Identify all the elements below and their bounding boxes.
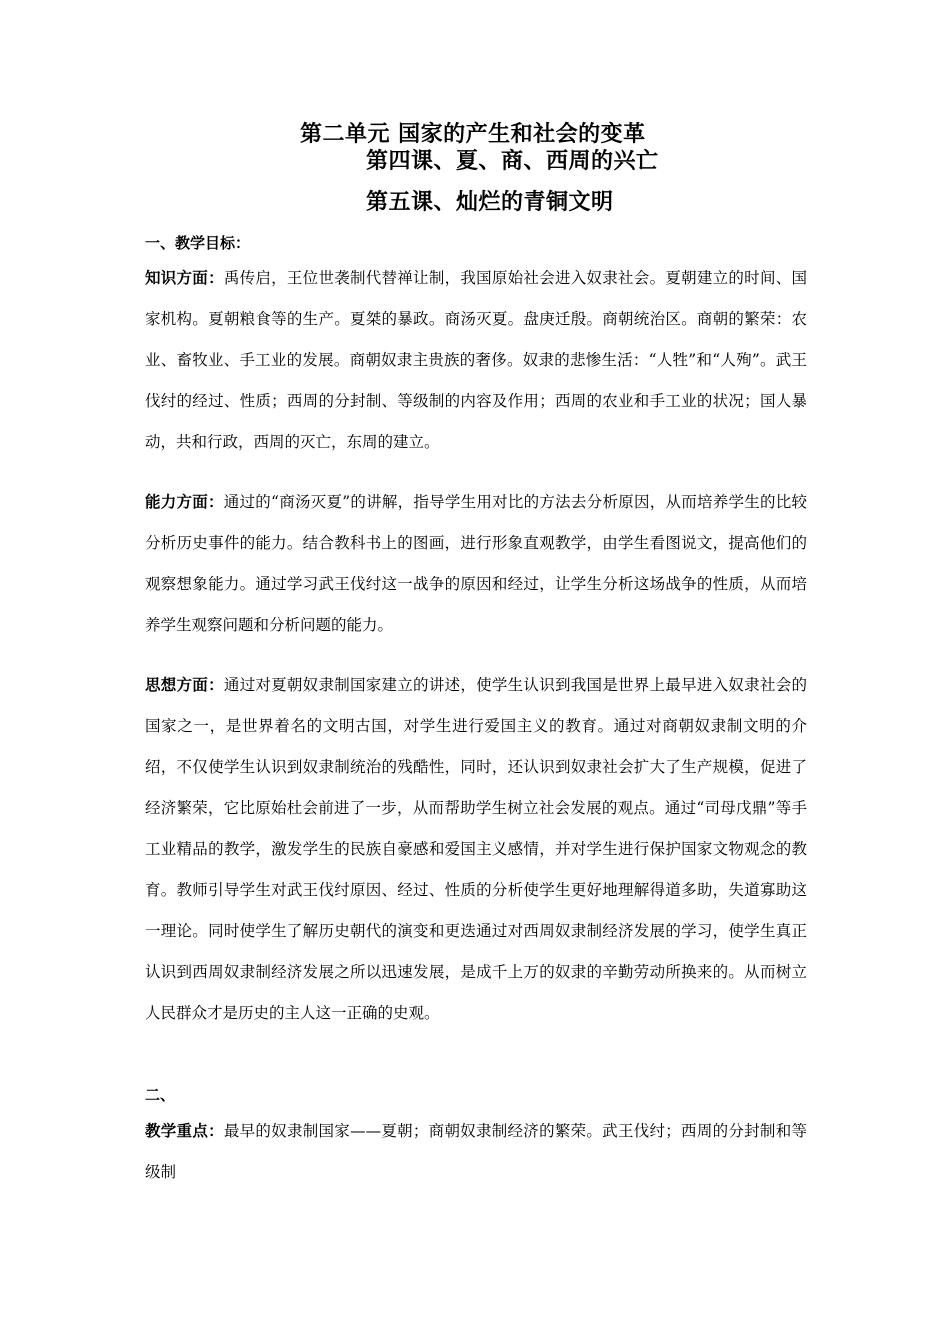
lesson-4-title: 第四课、夏、商、西周的兴亡	[366, 148, 659, 174]
thought-label: 思想方面：	[145, 675, 224, 694]
knowledge-text: 禹传启，王位世袭制代替禅让制，我国原始社会进入奴隶社会。夏朝建立的时间、国家机构。夏朝粮食等的生产。夏桀的暴政。商汤灭夏。盘庚迁殷。商朝统治区。商朝的繁荣：农业、畜牧业、手工业的发展。商朝奴隶主贵族的奢侈。奴隶的悲惨生活：“人牲”和“人殉”。武王伐纣的经过、性质；西周的分封制、等级制的内容及作用；西周的农业和手工业的状况；国人暴动，共和行政，西周的灭亡，东周的建立。	[145, 269, 807, 451]
knowledge-paragraph	[145, 257, 807, 463]
ability-paragraph	[145, 481, 807, 646]
key-points-label: 教学重点：	[145, 1121, 224, 1140]
thought-text: 通过对夏朝奴隶制国家建立的讲述，使学生认识到我国是世界上最早进入奴隶社会的国家之一，是世界着名的文明古国，对学生进行爱国主义的教育。通过对商朝奴隶制文明的介绍，不仅使学生认识到奴隶制统治的残酷性，同时，还认识到奴隶社会扩大了生产规模，促进了经济繁荣，它比原始杜会前进了一步，从而帮助学生树立社会发展的观点。通过“司母戊鼎”等手工业精品的教学，激发学生的民族自豪感和爱国主义感情，并对学生进行保护国家文物观念的教育。教师引导学生对武王伐纣原因、经过、性质的分析使学生更好地理解得道多助，失道寡助这一理论。同时使学生了解历史朝代的演变和更迭通过对西周奴隶制经济发展的学习，使学生真正认识到西周奴隶制经济发展之所以迅速发展，是成千上万的奴隶的辛勤劳动所换来的。从而树立人民群众才是历史的主人这一正确的史观。	[145, 676, 807, 1022]
section-2-heading: 二、	[145, 1086, 176, 1104]
ability-label: 能力方面：	[145, 492, 224, 511]
ability-text: 通过的“商汤灭夏”的讲解，指导学生用对比的方法去分析原因，从而培养学生的比较分析历史事件的能力。结合教科书上的图画，进行形象直观教学，由学生看图说文，提高他们的观察想象能力。通过学习武王伐纣这一战争的原因和经过，让学生分析这场战争的性质，从而培养学生观察问题和分析问题的能力。	[145, 493, 807, 634]
section-1-heading: 一、教学目标：	[145, 234, 251, 252]
unit-title: 第二单元 国家的产生和社会的变革	[300, 121, 646, 147]
lesson-5-title: 第五课、灿烂的青铜文明	[366, 189, 614, 215]
knowledge-label: 知识方面：	[145, 268, 224, 287]
thought-paragraph	[145, 664, 807, 1034]
key-points-text: 最早的奴隶制国家——夏朝；商朝奴隶制经济的繁荣。武王伐纣；西周的分封制和等级制	[145, 1122, 807, 1181]
key-points-paragraph	[145, 1110, 807, 1193]
